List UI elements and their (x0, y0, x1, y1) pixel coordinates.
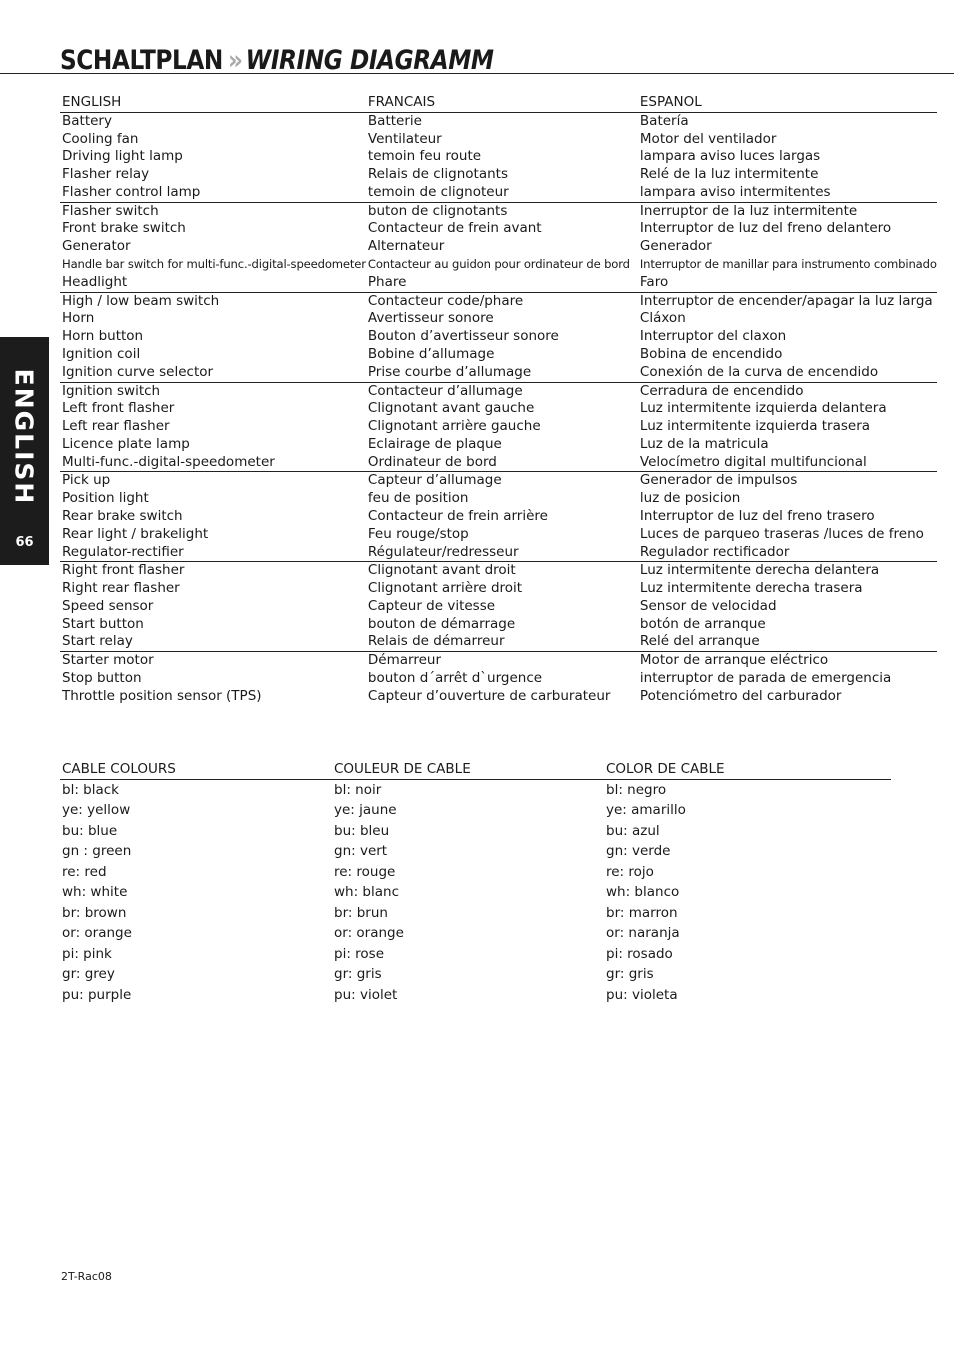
title-rule (0, 73, 954, 74)
table-row (60, 328, 937, 346)
cell-spanish: Interruptor del claxon (639, 328, 787, 345)
cell-english: Left front flasher (62, 400, 175, 417)
cell-spanish: re: rojo (606, 863, 654, 880)
table-row (60, 862, 891, 882)
table-row (60, 964, 891, 984)
cell-spanish: bu: azul (606, 822, 660, 839)
cell-spanish: Cláxon (639, 310, 686, 327)
cell-spanish: Motor del ventilador (639, 130, 777, 147)
table-row (60, 346, 937, 364)
table-row (60, 923, 891, 943)
cell-french: Bobine d’allumage (367, 345, 495, 362)
cell-spanish: gr: gris (606, 966, 654, 983)
title-english: WIRING DIAGRAMM (245, 45, 494, 76)
cell-french: re: rouge (334, 863, 396, 880)
cell-french: Ordinateur de bord (367, 453, 497, 470)
cell-english: or: orange (62, 925, 132, 942)
cell-english: br: brown (62, 904, 127, 921)
table-row (60, 652, 937, 670)
cell-spanish: br: marron (606, 904, 678, 921)
cell-french: Batterie (367, 112, 422, 129)
cell-spanish: Relé de la luz intermitente (639, 166, 819, 183)
table-row (60, 436, 937, 454)
table-row (60, 166, 937, 184)
cell-french: Capteur d’ouverture de carburateur (367, 687, 611, 704)
cell-spanish: Interruptor de luz del freno delantero (639, 220, 892, 237)
cell-french: Régulateur/redresseur (367, 543, 519, 560)
cell-english: Rear light / brakelight (62, 525, 209, 542)
table-row (60, 985, 891, 1005)
cell-spanish: Luces de parqueo traseras /luces de freno (639, 525, 924, 542)
cell-spanish: luz de posicion (639, 490, 741, 507)
cell-french: temoin de clignoteur (367, 183, 509, 200)
cell-french: Bouton d’avertisseur sonore (367, 328, 559, 345)
cell-english: High / low beam switch (62, 292, 220, 309)
cell-english: Headlight (62, 273, 128, 290)
cell-english: Position light (62, 490, 149, 507)
cell-french: Ventilateur (367, 130, 442, 147)
table-row (60, 562, 937, 580)
cell-french: Démarreur (367, 652, 442, 669)
cell-spanish: Conexión de la curva de encendido (639, 363, 879, 380)
cell-english: Flasher control lamp (62, 183, 201, 200)
table-row (60, 821, 891, 841)
cell-english: Front brake switch (62, 220, 186, 237)
cell-spanish: Cerradura de encendido (639, 382, 804, 399)
cell-french: br: brun (334, 904, 388, 921)
cell-spanish: Motor de arranque eléctrico (639, 652, 829, 669)
cell-spanish: lampara aviso luces largas (639, 148, 821, 165)
cell-spanish: Interruptor de manillar para instrumento combinado (639, 257, 937, 272)
title-separator-icon: » (228, 45, 241, 76)
cell-english: Right front flasher (62, 562, 185, 579)
cell-spanish: bl: negro (606, 782, 667, 798)
column-header-english: ENGLISH (62, 94, 122, 110)
cell-english: Left rear flasher (62, 418, 170, 435)
cell-english: Right rear flasher (62, 580, 180, 597)
table-row (60, 598, 937, 616)
table-row (60, 580, 937, 598)
table-row (60, 292, 937, 310)
cell-spanish: Faro (639, 273, 669, 290)
table-row (60, 454, 937, 472)
document-code: 2T-Rac08 (61, 1270, 112, 1283)
table-row (60, 184, 937, 202)
cell-french: Contacteur au guidon pour ordinateur de bord (367, 257, 630, 272)
cell-spanish: Potenciómetro del carburador (639, 687, 842, 704)
cell-spanish: Interruptor de luz del freno trasero (639, 507, 875, 524)
title-german: SCHALTPLAN (60, 45, 223, 76)
cell-english: Starter motor (62, 652, 154, 669)
cell-english: Start button (62, 615, 144, 632)
cell-english: bl: black (62, 782, 119, 798)
cell-english: gn : green (62, 843, 132, 860)
cell-french: Avertisseur sonore (367, 310, 494, 327)
cell-french: Contacteur d’allumage (367, 382, 523, 399)
cell-english: Handle bar switch for multi-func.-digital-speedometer (62, 257, 366, 272)
cell-english: Driving light lamp (62, 148, 183, 165)
cell-spanish: wh: blanco (606, 884, 680, 901)
column-header-espanol: ESPANOL (639, 94, 702, 110)
cell-spanish: interruptor de parada de emergencia (639, 670, 892, 686)
table-row (60, 202, 937, 220)
cell-french: Contacteur de frein arrière (367, 507, 548, 524)
cell-english: gr: grey (62, 966, 115, 983)
cell-spanish: Batería (639, 112, 689, 129)
table-row (60, 238, 937, 256)
cell-french: gr: gris (334, 966, 382, 983)
language-label: ENGLISH (9, 368, 39, 506)
cell-spanish: Luz de la matricula (639, 435, 769, 452)
table-row (60, 418, 937, 436)
cell-spanish: Relé del arranque (639, 633, 760, 650)
table-row (60, 616, 937, 634)
cell-english: Flasher relay (62, 166, 150, 183)
table-row (60, 903, 891, 923)
cell-french: bl: noir (334, 782, 382, 798)
cell-french: bouton d´arrêt d`urgence (367, 670, 543, 686)
cell-french: gn: vert (334, 843, 388, 860)
table-header-row (60, 759, 891, 780)
table-header-row (60, 94, 937, 112)
cell-english: Regulator-rectifier (62, 543, 184, 560)
cell-spanish: Luz intermitente derecha delantera (639, 562, 880, 579)
cell-french: Eclairage de plaque (367, 435, 502, 452)
cell-spanish: ye: amarillo (606, 802, 686, 819)
cell-english: Flasher switch (62, 202, 159, 219)
cell-spanish: Luz intermitente izquierda delantera (639, 400, 887, 417)
table-row (60, 364, 937, 382)
cell-spanish: Luz intermitente izquierda trasera (639, 418, 871, 435)
table-row (60, 526, 937, 544)
table-row (60, 400, 937, 418)
cell-french: temoin feu route (367, 148, 482, 165)
cell-french: Contacteur code/phare (367, 292, 524, 309)
cell-spanish: Inerruptor de la luz intermitente (639, 202, 858, 219)
cell-spanish: Generador (639, 238, 712, 255)
table-row (60, 780, 891, 801)
cell-french: Prise courbe d’allumage (367, 363, 532, 380)
cell-french: bu: bleu (334, 822, 390, 839)
table-row (60, 382, 937, 400)
cell-english: pi: pink (62, 945, 112, 962)
column-header-francais: FRANCAIS (367, 94, 436, 110)
cell-french: pi: rose (334, 945, 385, 962)
cell-english: Horn (62, 310, 95, 327)
table-row (60, 633, 937, 651)
table-row (60, 882, 891, 902)
table-row (60, 508, 937, 526)
cell-french: Capteur d’allumage (367, 472, 502, 489)
cell-spanish: Luz intermitente derecha trasera (639, 580, 863, 597)
cell-french: or: orange (334, 925, 404, 942)
cell-english: Multi-func.-digital-speedometer (62, 453, 275, 470)
cell-french: feu de position (367, 490, 469, 507)
cell-french: Clignotant avant droit (367, 562, 516, 579)
table-row (60, 688, 937, 706)
table-row (60, 472, 937, 490)
cell-english: Pick up (62, 472, 111, 489)
cell-english: wh: white (62, 884, 128, 901)
cell-spanish: Bobina de encendido (639, 345, 783, 362)
table-row (60, 800, 891, 820)
wiring-terms-table (60, 94, 937, 706)
table-row (60, 841, 891, 861)
cell-spanish: Interruptor de encender/apagar la luz larga (639, 292, 933, 309)
column-header-couleur-de-cable: COULEUR DE CABLE (334, 761, 471, 777)
cell-english: Cooling fan (62, 130, 139, 147)
cell-french: Clignotant arrière droit (367, 580, 523, 597)
cell-english: pu: purple (62, 986, 132, 1003)
cell-english: Throttle position sensor (TPS) (62, 687, 262, 704)
cell-english: Stop button (62, 670, 142, 686)
cell-french: Relais de démarreur (367, 633, 505, 650)
cell-spanish: Velocímetro digital multifuncional (639, 453, 867, 470)
cell-french: pu: violet (334, 986, 398, 1003)
cell-english: Ignition switch (62, 382, 161, 399)
cell-french: wh: blanc (334, 884, 400, 901)
cell-french: Clignotant avant gauche (367, 400, 535, 417)
cell-spanish: or: naranja (606, 925, 680, 942)
table-row (60, 944, 891, 964)
table-row (60, 274, 937, 292)
table-row (60, 670, 937, 688)
cell-english: Ignition curve selector (62, 363, 214, 380)
language-side-tab (0, 337, 49, 565)
cell-spanish: Sensor de velocidad (639, 597, 777, 614)
cell-english: bu: blue (62, 822, 118, 839)
cell-english: Generator (62, 238, 131, 255)
cell-english: Start relay (62, 633, 133, 650)
cell-french: Feu rouge/stop (367, 525, 469, 542)
cell-french: Contacteur de frein avant (367, 220, 542, 237)
table-row (60, 256, 937, 274)
table-row (60, 490, 937, 508)
table-row (60, 220, 937, 238)
cell-spanish: pu: violeta (606, 986, 678, 1003)
cell-french: Alternateur (367, 238, 445, 255)
cell-french: Relais de clignotants (367, 166, 509, 183)
table-row (60, 148, 937, 166)
page-number: 66 (15, 535, 34, 550)
column-header-cable-colours: CABLE COLOURS (62, 761, 176, 777)
cell-english: Battery (62, 112, 112, 129)
cell-english: Speed sensor (62, 597, 154, 614)
cell-french: Capteur de vitesse (367, 597, 496, 614)
cell-french: Phare (367, 273, 407, 290)
cell-spanish: Generador de impulsos (639, 472, 798, 489)
cell-french: buton de clignotants (367, 202, 508, 219)
cell-spanish: Regulador rectificador (639, 543, 790, 560)
cell-french: Clignotant arrière gauche (367, 418, 541, 435)
cell-spanish: botón de arranque (639, 615, 766, 632)
cell-spanish: pi: rosado (606, 945, 673, 962)
cell-spanish: gn: verde (606, 843, 671, 860)
table-row (60, 544, 937, 562)
column-header-color-de-cable: COLOR DE CABLE (606, 761, 725, 777)
table-row (60, 112, 937, 130)
cable-colours-table (60, 759, 891, 1005)
cell-french: ye: jaune (334, 802, 397, 819)
table-row (60, 131, 937, 149)
cell-english: re: red (62, 863, 107, 880)
cell-french: bouton de démarrage (367, 615, 516, 632)
cell-english: Ignition coil (62, 345, 141, 362)
cell-spanish: lampara aviso intermitentes (639, 183, 831, 200)
cell-english: ye: yellow (62, 802, 131, 819)
cell-english: Rear brake switch (62, 507, 183, 524)
table-row (60, 310, 937, 328)
cell-english: Licence plate lamp (62, 435, 190, 452)
cell-english: Horn button (62, 328, 144, 345)
